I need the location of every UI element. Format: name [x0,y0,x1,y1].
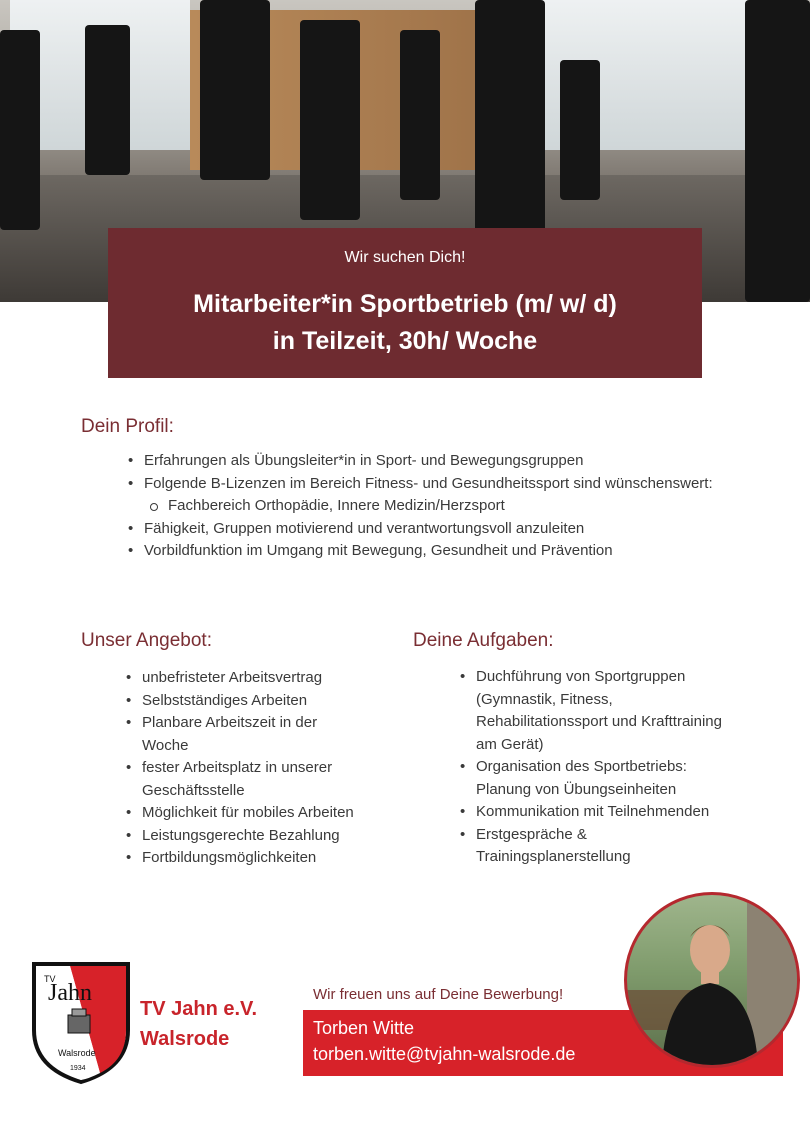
club-logo [30,960,132,1085]
list-item: • Planbare Arbeitszeit in der Woche [122,712,362,757]
list-item: • Fähigkeit, Gruppen motivierend und verantwortungsvoll anzuleiten [124,518,724,541]
title-box [108,228,702,378]
list-item: • fester Arbeitsplatz in unserer Geschäftsstelle [122,757,362,802]
aufgaben-list [456,666,736,869]
svg-text:Jahn: Jahn [48,980,92,1006]
svg-text:Walsrode: Walsrode [58,1048,96,1058]
list-item: • Möglichkeit für mobiles Arbeiten [122,802,362,825]
contact-photo [624,892,800,1068]
list-item: • Selbstständiges Arbeiten [122,690,362,713]
org-name [140,994,257,1054]
org-line2: Walsrode [140,1028,230,1050]
svg-text:1934: 1934 [70,1065,86,1072]
aufgaben-heading: Deine Aufgaben: [413,630,554,651]
org-line1: TV Jahn e.V. [140,998,258,1020]
angebot-heading: Unser Angebot: [81,630,212,651]
contact-name: Torben Witte [313,1018,415,1038]
list-item-text: Folgende B-Lizenzen im Bereich Fitness- und Gesundheitssport sind wünschenswert: [144,474,713,492]
job-title [108,286,702,360]
angebot-list [122,667,362,870]
job-title-line1: Mitarbeiter*in Sportbetrieb (m/ w/ d) [193,290,617,318]
list-item: • unbefristeter Arbeitsvertrag [122,667,362,690]
list-item: • Fortbildungsmöglichkeiten [122,847,362,870]
apply-text: Wir freuen uns auf Deine Bewerbung! [313,986,564,1003]
list-item: • Erfahrungen als Übungsleiter*in in Sport- und Bewegungsgruppen [124,450,724,473]
job-title-line2: in Teilzeit, 30h/ Woche [272,327,538,355]
list-item [124,473,724,518]
svg-text:TV: TV [44,974,56,984]
sub-list-item: Fachbereich Orthopädie, Innere Medizin/Herzsport [144,495,724,518]
list-item: • Vorbildfunktion im Umgang mit Bewegung, Gesundheit und Prävention [124,540,724,563]
list-item: • Duchführung von Sportgruppen (Gymnastik, Fitness, Rehabilitationssport und Krafttraining am Gerät) [456,666,736,756]
contact-email[interactable]: torben.witte@tvjahn-walsrode.de [313,1044,576,1064]
list-item: • Erstgespräche & Trainingsplanerstellung [456,824,736,869]
profil-heading: Dein Profil: [81,416,174,437]
list-item: • Kommunikation mit Teilnehmenden [456,801,736,824]
kicker: Wir suchen Dich! [344,249,466,266]
list-item: • Leistungsgerechte Bezahlung [122,825,362,848]
profil-list [124,450,724,563]
list-item: • Organisation des Sportbetriebs: Planung von Übungseinheiten [456,756,736,801]
sub-list [144,495,724,518]
